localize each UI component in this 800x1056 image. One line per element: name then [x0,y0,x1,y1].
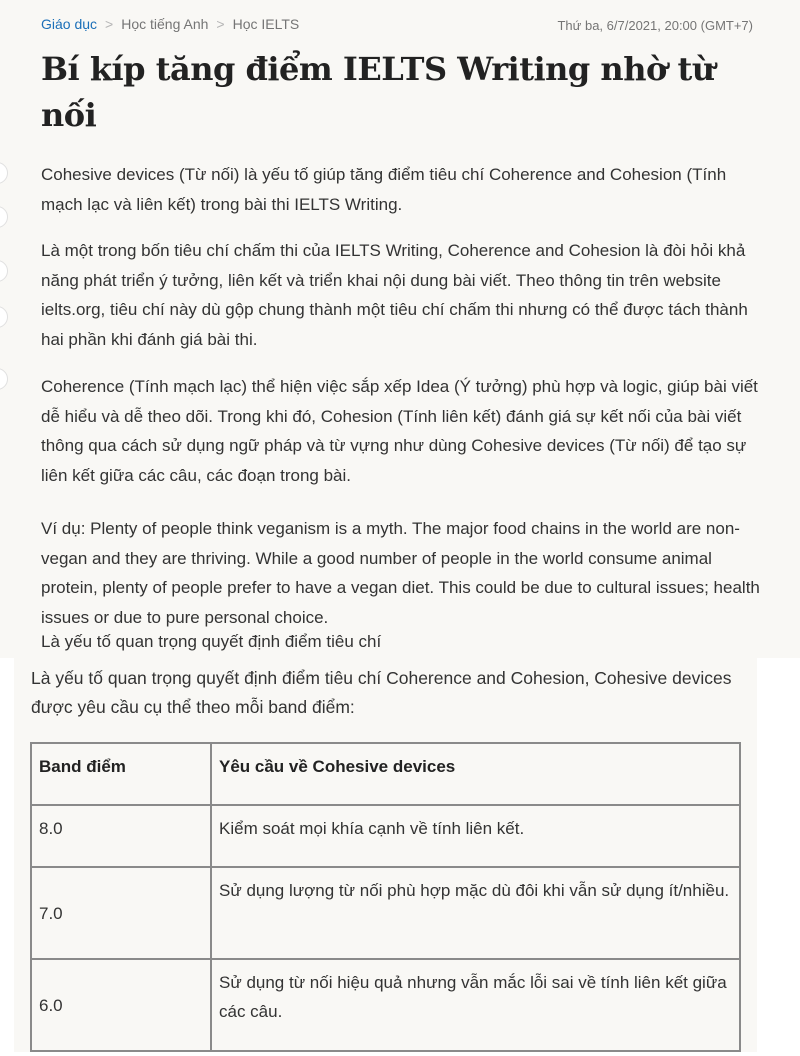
publish-timestamp: Thứ ba, 6/7/2021, 20:00 (GMT+7) [557,18,753,33]
table-row [31,805,740,867]
breadcrumb-item-hoc-ielts[interactable]: Học IELTS [232,16,300,32]
requirement-cell: Kiểm soát mọi khía cạnh về tính liên kết. [211,805,740,867]
chevron-right-icon: > [105,16,114,32]
chevron-right-icon: > [216,16,225,32]
band-cell: 7.0 [31,867,211,959]
breadcrumb-item-hoc-tieng-anh[interactable]: Học tiếng Anh [121,16,209,32]
share-circle-icon[interactable] [0,306,8,328]
table-row [31,959,740,1051]
column-header-requirement: Yêu cầu về Cohesive devices [211,743,740,805]
band-requirements-table [30,742,741,1052]
share-circle-icon[interactable] [0,162,8,184]
article-paragraph: Là một trong bốn tiêu chí chấm thi của IELTS Writing, Coherence and Cohesion là đòi hỏi khả năng phát triển ý tưởng, liên kết và triển khai nội dung bài viết. Theo thông tin trên website ielts.org, tiêu chí này dù gộp chung thành một tiêu chí chấm thi nhưng có thể được tách thành hai phần khi đánh giá bài thi. [41,241,748,349]
article-title: Bí kíp tăng điểm IELTS Writing nhờ từ nối [41,50,715,134]
column-header-band: Band điểm [31,743,211,805]
band-cell: 8.0 [31,805,211,867]
table-intro-paragraph: Là yếu tố quan trọng quyết định điểm tiêu chí Coherence and Cohesion, Cohesive devices được yêu cầu cụ thể theo mỗi band điểm: [31,668,732,717]
table-header-row [31,743,740,805]
share-circle-icon[interactable] [0,368,8,390]
truncated-text-line: Là yếu tố quan trọng quyết định điểm tiêu chí [41,632,382,651]
breadcrumb-item-giao-duc[interactable]: Giáo dục [41,16,98,32]
share-circle-icon[interactable] [0,260,8,282]
table-row [31,867,740,959]
requirement-cell: Sử dụng lượng từ nối phù hợp mặc dù đôi khi vẫn sử dụng ít/nhiều. [211,867,740,959]
pasted-table-section [14,658,757,1052]
breadcrumb [41,16,299,32]
article-paragraph: Coherence (Tính mạch lạc) thể hiện việc sắp xếp Idea (Ý tưởng) phù hợp và logic, giúp bài viết dễ hiểu và dễ theo dõi. Trong khi đó, Cohesion (Tính liên kết) đánh giá sự kết nối của bài viết thông qua cách sử dụng ngữ pháp và từ vựng như dùng Cohesive devices (Từ nối) để tạo sự liên kết giữa các câu, các đoạn trong bài. [41,377,758,485]
article-paragraph: Ví dụ: Plenty of people think veganism is a myth. The major food chains in the world are non-vegan and they are thriving. While a good number of people in the world consume animal protein, plenty of people prefer to have a vegan diet. This could be due to cultural issues; health issues or due to pure personal choice. [41,519,760,627]
band-cell: 6.0 [31,959,211,1051]
requirement-cell: Sử dụng từ nối hiệu quả nhưng vẫn mắc lỗi sai về tính liên kết giữa các câu. [211,959,740,1051]
share-circle-icon[interactable] [0,206,8,228]
article-paragraph: Cohesive devices (Từ nối) là yếu tố giúp tăng điểm tiêu chí Coherence and Cohesion (Tính mạch lạc và liên kết) trong bài thi IELTS Writing. [41,165,727,214]
